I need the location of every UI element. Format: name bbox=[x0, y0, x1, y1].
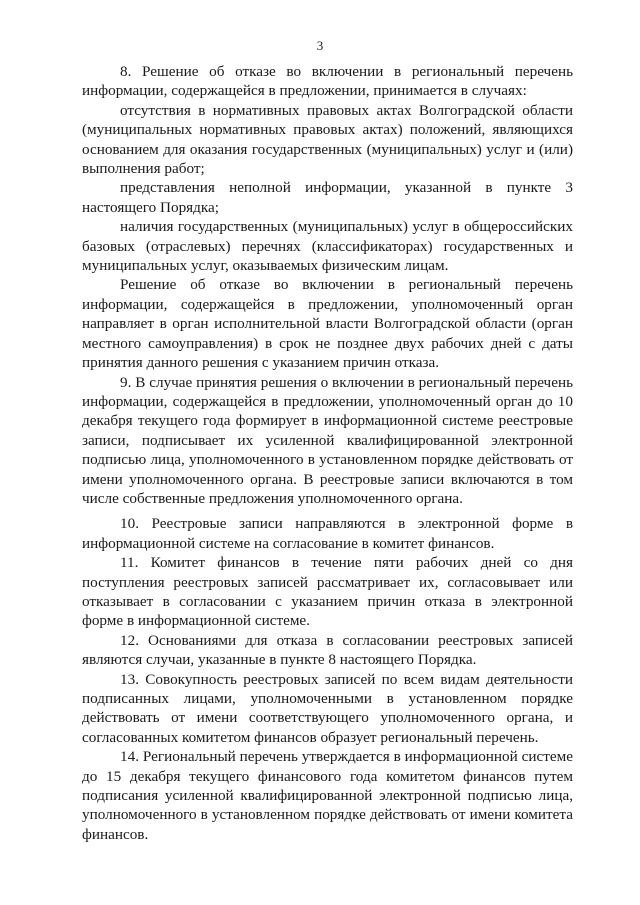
paragraph-12: 12. Основаниями для отказа в согласовании реестровых записей являются случаи, указанные в пункте 8 настоящего Порядка. bbox=[82, 631, 573, 669]
document-body bbox=[82, 62, 573, 844]
paragraph-10: 10. Реестровые записи направляются в электронной форме в информационной системе на согласование в комитет финансов. bbox=[82, 515, 573, 552]
paragraph-11: 11. Комитет финансов в течение пяти рабочих дней со дня поступления реестровых записей рассматривает их, согласовывает или отказывает в согласовании с указанием причин отказа в электронной форме в информационной системе. bbox=[82, 554, 573, 630]
paragraph-8-case-3: наличия государственных (муниципальных) услуг в общероссийских базовых (отраслевых) перечнях (классификаторах) государственных и муниципальных услуг, оказываемых физическим лицам. bbox=[82, 218, 573, 275]
paragraph-8-refusal-notice: Решение об отказе во включении в региональный перечень информации, содержащейся в предложении, уполномоченный орган направляет в орган исполнительной власти Волгоградской области (орган местного самоуправления) в срок не позднее двух рабочих дней с даты принятия данного решения с указанием причин отказа. bbox=[82, 276, 573, 372]
paragraph-8: 8. Решение об отказе во включении в региональный перечень информации, содержащейся в предложении, принимается в случаях: bbox=[82, 63, 573, 100]
paragraph-13: 13. Совокупность реестровых записей по всем видам деятельности подписанных лицами, уполномоченными в установленном порядке действовать от имени соответствующего уполномоченного органа, и согласованных комитетом финансов образует региональный перечень. bbox=[82, 670, 573, 746]
page-number: 3 bbox=[316, 38, 324, 53]
paragraph-8-case-1: отсутствия в нормативных правовых актах Волгоградской области (муниципальных нормативных правовых актах) положений, являющихся основанием для оказания государственных (муниципальных) услуг и (или) выполнения работ; bbox=[82, 101, 573, 178]
paragraph-8-case-2: представления неполной информации, указанной в пункте 3 настоящего Порядка; bbox=[82, 179, 573, 216]
paragraph-14: 14. Региональный перечень утверждается в информационной системе до 15 декабря текущего финансового года комитетом финансов путем подписания усиленной квалифицированной электронной подписью лица, уполномоченного в установленном порядке действовать от имени комитета финансов. bbox=[82, 748, 573, 843]
paragraph-9: 9. В случае принятия решения о включении в региональный перечень информации, содержащейся в предложении, уполномоченный орган до 10 декабря текущего года формирует в информационной системе реестровые записи, подписывает их усиленной квалифицированной электронной подписью лица, уполномоченного в установленном порядке действовать от имени уполномоченного органа. В реестровые записи включаются в том числе собственные предложения уполномоченного органа. bbox=[82, 373, 573, 507]
